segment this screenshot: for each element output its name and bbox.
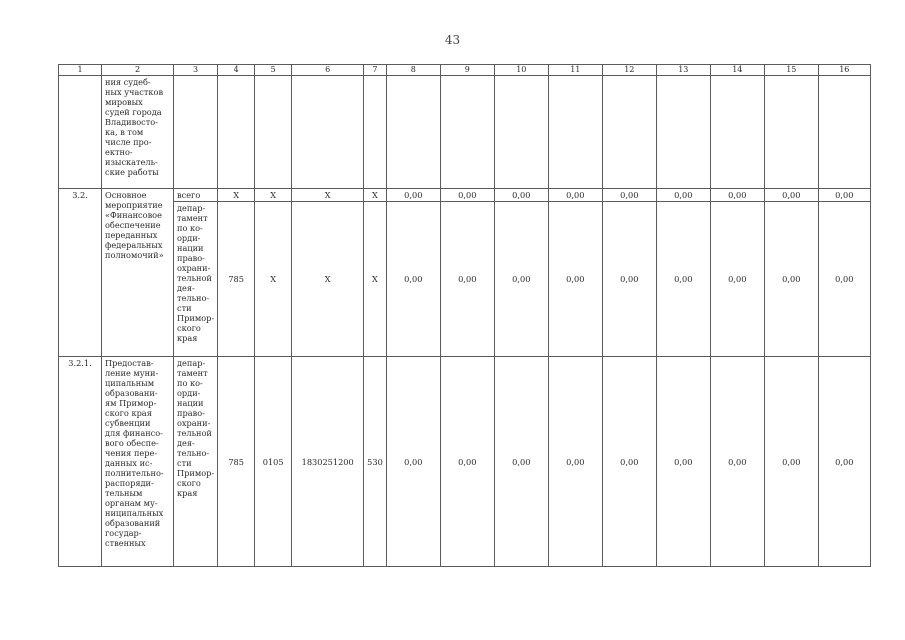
table-cell: 0,00 <box>818 189 870 202</box>
page-number: 43 <box>444 33 461 47</box>
table-cell: X <box>364 189 387 202</box>
table-cell: X <box>364 202 387 357</box>
column-header: 15 <box>764 65 818 76</box>
column-header: 11 <box>548 65 602 76</box>
executor-cell: депар- тамент по ко- орди- нации право- охрани- тельной дея- тельно- сти Примор- ского края <box>174 357 218 567</box>
table-cell <box>656 76 710 189</box>
table-cell: 0,00 <box>386 202 440 357</box>
table-cell: X <box>255 189 292 202</box>
row-number: 3.2.1. <box>59 357 102 567</box>
program-table <box>58 64 871 567</box>
row-number: 3.2. <box>59 189 102 357</box>
table-cell <box>710 76 764 189</box>
column-header: 13 <box>656 65 710 76</box>
table-cell: 0,00 <box>386 189 440 202</box>
table-cell: 0,00 <box>602 189 656 202</box>
table-cell: 785 <box>218 202 255 357</box>
table-cell: X <box>255 202 292 357</box>
row-number <box>59 76 102 189</box>
table-cell <box>494 76 548 189</box>
table-cell: 0,00 <box>710 189 764 202</box>
table-cell: 0,00 <box>656 357 710 567</box>
column-header: 16 <box>818 65 870 76</box>
table-cell: X <box>218 189 255 202</box>
table-cell <box>255 76 292 189</box>
table-cell: 0,00 <box>656 189 710 202</box>
table-row <box>59 357 871 567</box>
table-cell <box>386 76 440 189</box>
table-cell: 0,00 <box>548 202 602 357</box>
column-header: 5 <box>255 65 292 76</box>
executor-cell: депар- тамент по ко- орди- нации право- охрани- тельной дея- тельно- сти Примор- ского края <box>174 202 218 357</box>
table-cell: 0,00 <box>548 189 602 202</box>
column-header: 10 <box>494 65 548 76</box>
table-cell: 530 <box>364 357 387 567</box>
table-cell <box>602 76 656 189</box>
table-cell: 0,00 <box>710 357 764 567</box>
table-cell: 0,00 <box>818 202 870 357</box>
table-cell: 0,00 <box>602 202 656 357</box>
table-cell <box>764 76 818 189</box>
table-cell: 0105 <box>255 357 292 567</box>
table-cell <box>440 76 494 189</box>
table-cell: 0,00 <box>386 357 440 567</box>
table-cell: 0,00 <box>818 357 870 567</box>
column-header: 1 <box>59 65 102 76</box>
column-number-row <box>59 65 871 76</box>
column-header: 9 <box>440 65 494 76</box>
table-cell <box>548 76 602 189</box>
table-cell: 0,00 <box>494 189 548 202</box>
table-cell: X <box>292 202 364 357</box>
column-header: 4 <box>218 65 255 76</box>
column-header: 14 <box>710 65 764 76</box>
table-cell: 0,00 <box>440 357 494 567</box>
table-cell: 0,00 <box>494 202 548 357</box>
table-cell: 0,00 <box>494 357 548 567</box>
column-header: 7 <box>364 65 387 76</box>
row-name: Предостав- ление муни- ципальным образовани- ям Примор- ского края субвенции для финансо- вого обеспе- чения пере- данных ис- полнительно- распоряди- тельным органам му- ниципальных образований государ- ственных <box>102 357 174 567</box>
column-header: 8 <box>386 65 440 76</box>
table-cell: 0,00 <box>710 202 764 357</box>
table-cell: 0,00 <box>548 357 602 567</box>
table-cell: 0,00 <box>764 202 818 357</box>
table-cell <box>218 76 255 189</box>
column-header: 2 <box>102 65 174 76</box>
table-row-total <box>59 189 871 202</box>
table-cell <box>292 76 364 189</box>
table-cell: 0,00 <box>602 357 656 567</box>
total-label: всего <box>174 189 218 202</box>
table-cell: 0,00 <box>440 189 494 202</box>
table-row <box>59 202 871 357</box>
executor-cell <box>174 76 218 189</box>
table-cell: 1830251200 <box>292 357 364 567</box>
table-cell: 0,00 <box>656 202 710 357</box>
table-cell <box>364 76 387 189</box>
column-header: 12 <box>602 65 656 76</box>
table-cell: 0,00 <box>764 357 818 567</box>
table-cell: X <box>292 189 364 202</box>
row-name: ния судеб- ных участков мировых судей города Владивосто- ка, в том числе про- ектно- изыскатель- ские работы <box>102 76 174 189</box>
row-name: Основное мероприятие «Финансовое обеспечение переданных федеральных полномочий» <box>102 189 174 357</box>
column-header: 6 <box>292 65 364 76</box>
table-cell: 785 <box>218 357 255 567</box>
table-cell <box>818 76 870 189</box>
table-cell: 0,00 <box>440 202 494 357</box>
column-header: 3 <box>174 65 218 76</box>
table-cell: 0,00 <box>764 189 818 202</box>
table-row <box>59 76 871 189</box>
